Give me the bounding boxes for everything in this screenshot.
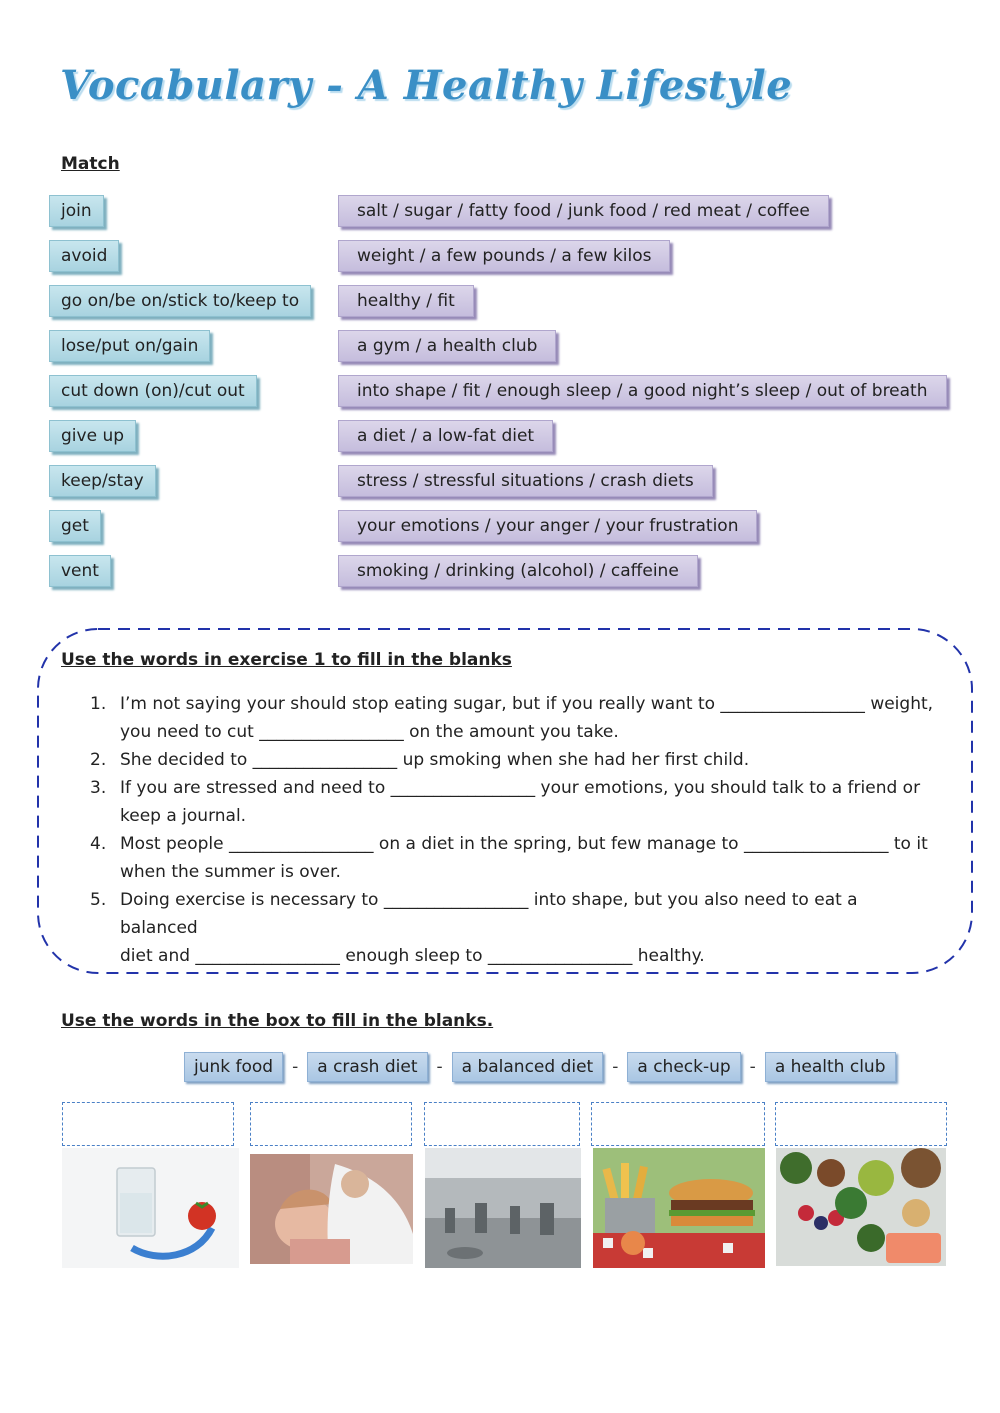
match-phrase[interactable]: smoking / drinking (alcohol) / caffeine: [338, 555, 698, 587]
answer-box-5[interactable]: [775, 1102, 947, 1146]
match-phrase[interactable]: stress / stressful situations / crash diets: [338, 465, 713, 497]
match-phrase[interactable]: weight / a few pounds / a few kilos: [338, 240, 670, 272]
item-number: 3.: [90, 778, 107, 798]
water-tomato-tape-image: [62, 1148, 239, 1268]
word-chip[interactable]: a crash diet: [307, 1052, 427, 1082]
item-text: diet and _________________ enough sleep to _________________ healthy.: [120, 946, 705, 966]
match-word[interactable]: go on/be on/stick to/keep to: [49, 285, 311, 317]
match-phrase[interactable]: a gym / a health club: [338, 330, 556, 362]
exercise-item: [90, 690, 940, 746]
answer-box-2[interactable]: [250, 1102, 412, 1146]
answer-box-3[interactable]: [424, 1102, 580, 1146]
item-number: 4.: [90, 834, 107, 854]
match-phrase[interactable]: a diet / a low-fat diet: [338, 420, 553, 452]
balanced-diet-image: [776, 1148, 946, 1266]
item-number: 2.: [90, 750, 107, 770]
item-text: Most people _________________ on a diet in the spring, but few manage to _________________ to it: [120, 834, 928, 854]
item-text: If you are stressed and need to _________________ your emotions, you should talk to a friend or: [120, 778, 921, 798]
word-separator: -: [612, 1057, 619, 1077]
match-heading: Match: [61, 154, 120, 174]
word-box: [184, 1052, 896, 1082]
item-text: She decided to _________________ up smoking when she had her first child.: [120, 750, 750, 770]
match-word[interactable]: give up: [49, 420, 136, 452]
word-chip[interactable]: a check-up: [627, 1052, 740, 1082]
exercise-item: [90, 746, 940, 774]
answer-box-4[interactable]: [591, 1102, 765, 1146]
match-phrase[interactable]: your emotions / your anger / your frustration: [338, 510, 757, 542]
item-text: when the summer is over.: [120, 862, 341, 882]
match-phrase[interactable]: salt / sugar / fatty food / junk food / red meat / coffee: [338, 195, 829, 227]
match-word[interactable]: lose/put on/gain: [49, 330, 210, 362]
exercise-item: [90, 774, 940, 830]
exercise-item: [90, 830, 940, 886]
match-word[interactable]: keep/stay: [49, 465, 156, 497]
fill-blanks-heading: Use the words in exercise 1 to fill in the blanks: [61, 650, 512, 670]
item-text: you need to cut _________________ on the amount you take.: [120, 722, 619, 742]
item-text: Doing exercise is necessary to _________________ into shape, but you also need to eat a balanced: [120, 890, 858, 938]
item-number: 1.: [90, 694, 107, 714]
match-phrase[interactable]: into shape / fit / enough sleep / a good night’s sleep / out of breath: [338, 375, 947, 407]
word-chip[interactable]: junk food: [184, 1052, 283, 1082]
word-separator: -: [436, 1057, 443, 1077]
match-word[interactable]: join: [49, 195, 104, 227]
junk-food-image: [593, 1148, 765, 1268]
word-chip[interactable]: a health club: [765, 1052, 896, 1082]
item-text: I’m not saying your should stop eating sugar, but if you really want to _________________ weight,: [120, 694, 934, 714]
word-separator: -: [292, 1057, 299, 1077]
exercise-item: [90, 886, 940, 970]
match-word[interactable]: avoid: [49, 240, 119, 272]
dentist-checkup-image: [250, 1154, 413, 1264]
word-chip[interactable]: a balanced diet: [452, 1052, 604, 1082]
item-number: 5.: [90, 890, 107, 910]
match-word[interactable]: vent: [49, 555, 111, 587]
item-text: keep a journal.: [120, 806, 247, 826]
page-title: Vocabulary - A Healthy Lifestyle: [60, 62, 793, 109]
exercise-list: [90, 690, 940, 970]
word-separator: -: [749, 1057, 756, 1077]
gym-image: [425, 1148, 581, 1268]
match-phrase[interactable]: healthy / fit: [338, 285, 474, 317]
word-box-heading: Use the words in the box to fill in the blanks.: [61, 1011, 494, 1031]
answer-box-1[interactable]: [62, 1102, 234, 1146]
match-word[interactable]: get: [49, 510, 101, 542]
match-word[interactable]: cut down (on)/cut out: [49, 375, 257, 407]
